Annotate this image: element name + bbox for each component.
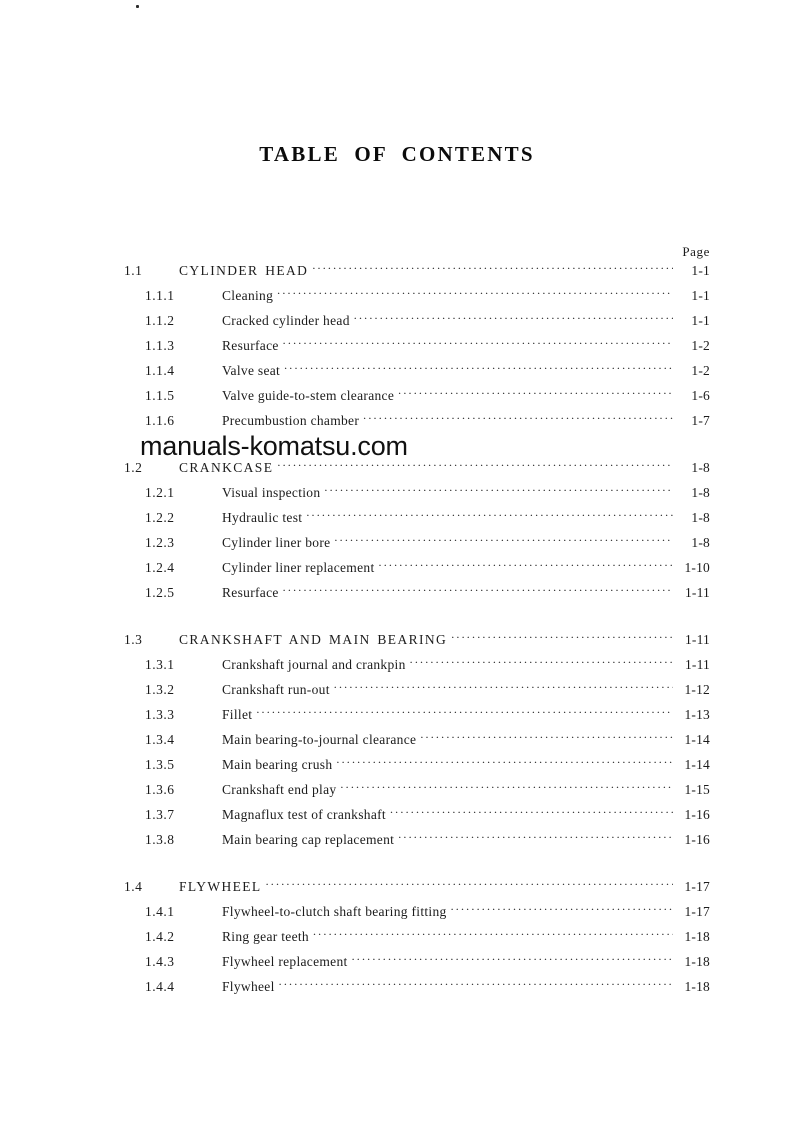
page-column-header: Page bbox=[682, 244, 710, 259]
toc-entry-number: 1.3.1 bbox=[145, 657, 175, 672]
dot-leader bbox=[312, 262, 673, 275]
toc-entry-page-number: 1-12 bbox=[684, 682, 710, 697]
toc-entry-number: 1.2.1 bbox=[145, 485, 175, 500]
toc-entry-number: 1.3.6 bbox=[145, 782, 175, 797]
toc-entry-page-number: 1-15 bbox=[684, 782, 710, 797]
toc-section-row[interactable] bbox=[0, 627, 794, 652]
toc-entry-page-number: 1-11 bbox=[684, 632, 710, 647]
toc-entry-number: 1.4 bbox=[124, 879, 143, 894]
dot-leader bbox=[334, 534, 673, 547]
toc-subsection-row[interactable] bbox=[0, 283, 794, 308]
dot-leader bbox=[420, 731, 673, 744]
dot-leader bbox=[256, 706, 673, 719]
toc-subsection-row[interactable] bbox=[0, 530, 794, 555]
toc-subsection-row[interactable] bbox=[0, 752, 794, 777]
toc-entry-number: 1.1.1 bbox=[145, 288, 175, 303]
toc-entry-label: Main bearing cap replacement bbox=[222, 832, 395, 847]
toc-subsection-row[interactable] bbox=[0, 308, 794, 333]
toc-entry-page-number: 1-11 bbox=[684, 657, 710, 672]
toc-entry-number: 1.4.1 bbox=[145, 904, 175, 919]
toc-entry-label: Cylinder liner bore bbox=[222, 535, 331, 550]
toc-subsection-row[interactable] bbox=[0, 652, 794, 677]
toc-entry-number: 1.1.3 bbox=[145, 338, 175, 353]
toc-subsection-row[interactable] bbox=[0, 727, 794, 752]
toc-entry-number: 1.4.4 bbox=[145, 979, 175, 994]
toc-entry-label: Main bearing-to-journal clearance bbox=[222, 732, 417, 747]
toc-subsection-row[interactable] bbox=[0, 899, 794, 924]
toc-entry-number: 1.1.6 bbox=[145, 413, 175, 428]
toc-entry-label: CRANKSHAFT AND MAIN BEARING bbox=[179, 632, 448, 647]
dot-leader bbox=[410, 656, 673, 669]
toc-entry-number: 1.3.5 bbox=[145, 757, 175, 772]
toc-entry-page-number: 1-17 bbox=[684, 879, 710, 894]
dot-leader bbox=[398, 387, 673, 400]
dot-leader bbox=[266, 878, 673, 891]
toc-entry-label: Cracked cylinder head bbox=[222, 313, 350, 328]
toc-entry-page-number: 1-17 bbox=[684, 904, 710, 919]
toc-entry-label: Flywheel-to-clutch shaft bearing fitting bbox=[222, 904, 447, 919]
toc-entry-page-number: 1-18 bbox=[684, 954, 710, 969]
toc-entry-page-number: 1-16 bbox=[684, 807, 710, 822]
toc-subsection-row[interactable] bbox=[0, 333, 794, 358]
dot-leader bbox=[379, 559, 674, 572]
toc-entry-label: Resurface bbox=[222, 585, 279, 600]
toc-subsection-row[interactable] bbox=[0, 408, 794, 433]
toc-entry-label: Valve guide-to-stem clearance bbox=[222, 388, 395, 403]
dot-leader bbox=[354, 312, 673, 325]
toc-entry-label: Precumbustion chamber bbox=[222, 413, 360, 428]
toc-entry-page-number: 1-8 bbox=[691, 460, 710, 475]
dot-leader bbox=[277, 287, 673, 300]
toc-subsection-row[interactable] bbox=[0, 580, 794, 605]
toc-entry-number: 1.1 bbox=[124, 263, 143, 278]
toc-entry-page-number: 1-14 bbox=[684, 757, 710, 772]
toc-subsection-row[interactable] bbox=[0, 480, 794, 505]
toc-entry-page-number: 1-2 bbox=[691, 338, 710, 353]
toc-subsection-row[interactable] bbox=[0, 802, 794, 827]
toc-entry-label: FLYWHEEL bbox=[179, 879, 262, 894]
toc-entry-label: Visual inspection bbox=[222, 485, 321, 500]
toc-subsection-row[interactable] bbox=[0, 383, 794, 408]
toc-entry-label: Hydraulic test bbox=[222, 510, 303, 525]
toc-entry-label: Valve seat bbox=[222, 363, 281, 378]
dot-leader bbox=[324, 484, 673, 497]
toc-entry-number: 1.3.3 bbox=[145, 707, 175, 722]
toc-entry-page-number: 1-13 bbox=[684, 707, 710, 722]
toc-subsection-row[interactable] bbox=[0, 358, 794, 383]
toc-entry-number: 1.2.4 bbox=[145, 560, 175, 575]
scan-artifact-dot bbox=[136, 5, 139, 8]
toc-entry-page-number: 1-2 bbox=[691, 363, 710, 378]
toc-entry-number: 1.4.3 bbox=[145, 954, 175, 969]
toc-subsection-row[interactable] bbox=[0, 702, 794, 727]
table-of-contents-list bbox=[0, 258, 794, 999]
toc-entry-page-number: 1-18 bbox=[684, 979, 710, 994]
toc-entry-label: Cylinder liner replacement bbox=[222, 560, 375, 575]
toc-entry-page-number: 1-6 bbox=[691, 388, 710, 403]
toc-entry-label: Crankshaft run-out bbox=[222, 682, 330, 697]
dot-leader bbox=[283, 584, 673, 597]
toc-entry-page-number: 1-11 bbox=[684, 585, 710, 600]
toc-entry-number: 1.3 bbox=[124, 632, 143, 647]
toc-entry-label: Crankshaft end play bbox=[222, 782, 337, 797]
toc-entry-label: Main bearing crush bbox=[222, 757, 333, 772]
toc-section-row[interactable] bbox=[0, 258, 794, 283]
watermark: manuals-komatsu.com bbox=[140, 431, 408, 461]
toc-entry-number: 1.2.3 bbox=[145, 535, 175, 550]
toc-entry-page-number: 1-1 bbox=[691, 263, 710, 278]
toc-entry-label: CRANKCASE bbox=[179, 460, 274, 475]
toc-entry-label: Crankshaft journal and crankpin bbox=[222, 657, 406, 672]
toc-entry-label: CYLINDER HEAD bbox=[179, 263, 309, 278]
toc-entry-number: 1.3.2 bbox=[145, 682, 175, 697]
toc-section-row[interactable] bbox=[0, 874, 794, 899]
dot-leader bbox=[390, 806, 673, 819]
toc-entry-label: Flywheel bbox=[222, 979, 275, 994]
dot-leader bbox=[279, 978, 673, 991]
dot-leader bbox=[352, 953, 673, 966]
toc-entry-number: 1.4.2 bbox=[145, 929, 175, 944]
toc-entry-label: Flywheel replacement bbox=[222, 954, 348, 969]
dot-leader bbox=[284, 362, 673, 375]
toc-entry-page-number: 1-1 bbox=[691, 313, 710, 328]
toc-entry-number: 1.1.2 bbox=[145, 313, 175, 328]
toc-entry-page-number: 1-14 bbox=[684, 732, 710, 747]
toc-entry-number: 1.3.8 bbox=[145, 832, 175, 847]
toc-entry-number: 1.3.4 bbox=[145, 732, 175, 747]
toc-entry-page-number: 1-10 bbox=[684, 560, 710, 575]
dot-leader bbox=[313, 928, 673, 941]
toc-entry-number: 1.1.5 bbox=[145, 388, 175, 403]
page-title: TABLE OF CONTENTS bbox=[259, 142, 535, 166]
toc-entry-label: Magnaflux test of crankshaft bbox=[222, 807, 386, 822]
dot-leader bbox=[451, 631, 673, 644]
toc-entry-label: Cleaning bbox=[222, 288, 274, 303]
toc-subsection-row[interactable] bbox=[0, 974, 794, 999]
toc-entry-page-number: 1-1 bbox=[691, 288, 710, 303]
dot-leader bbox=[451, 903, 673, 916]
toc-subsection-row[interactable] bbox=[0, 505, 794, 530]
toc-subsection-row[interactable] bbox=[0, 949, 794, 974]
dot-leader bbox=[340, 781, 673, 794]
toc-entry-page-number: 1-7 bbox=[691, 413, 710, 428]
toc-subsection-row[interactable] bbox=[0, 924, 794, 949]
toc-subsection-row[interactable] bbox=[0, 827, 794, 852]
toc-entry-page-number: 1-8 bbox=[691, 535, 710, 550]
toc-entry-page-number: 1-8 bbox=[691, 485, 710, 500]
dot-leader bbox=[363, 412, 673, 425]
toc-entry-number: 1.2.2 bbox=[145, 510, 175, 525]
toc-entry-page-number: 1-8 bbox=[691, 510, 710, 525]
toc-entry-number: 1.3.7 bbox=[145, 807, 175, 822]
toc-subsection-row[interactable] bbox=[0, 677, 794, 702]
dot-leader bbox=[336, 756, 673, 769]
dot-leader bbox=[306, 509, 673, 522]
toc-subsection-row[interactable] bbox=[0, 777, 794, 802]
toc-entry-number: 1.2 bbox=[124, 460, 143, 475]
toc-subsection-row[interactable] bbox=[0, 555, 794, 580]
dot-leader bbox=[398, 831, 673, 844]
toc-entry-label: Resurface bbox=[222, 338, 279, 353]
dot-leader bbox=[334, 681, 673, 694]
dot-leader bbox=[283, 337, 673, 350]
toc-entry-label: Ring gear teeth bbox=[222, 929, 309, 944]
toc-entry-label: Fillet bbox=[222, 707, 253, 722]
toc-entry-page-number: 1-16 bbox=[684, 832, 710, 847]
toc-entry-number: 1.2.5 bbox=[145, 585, 175, 600]
toc-entry-number: 1.1.4 bbox=[145, 363, 175, 378]
toc-entry-page-number: 1-18 bbox=[684, 929, 710, 944]
